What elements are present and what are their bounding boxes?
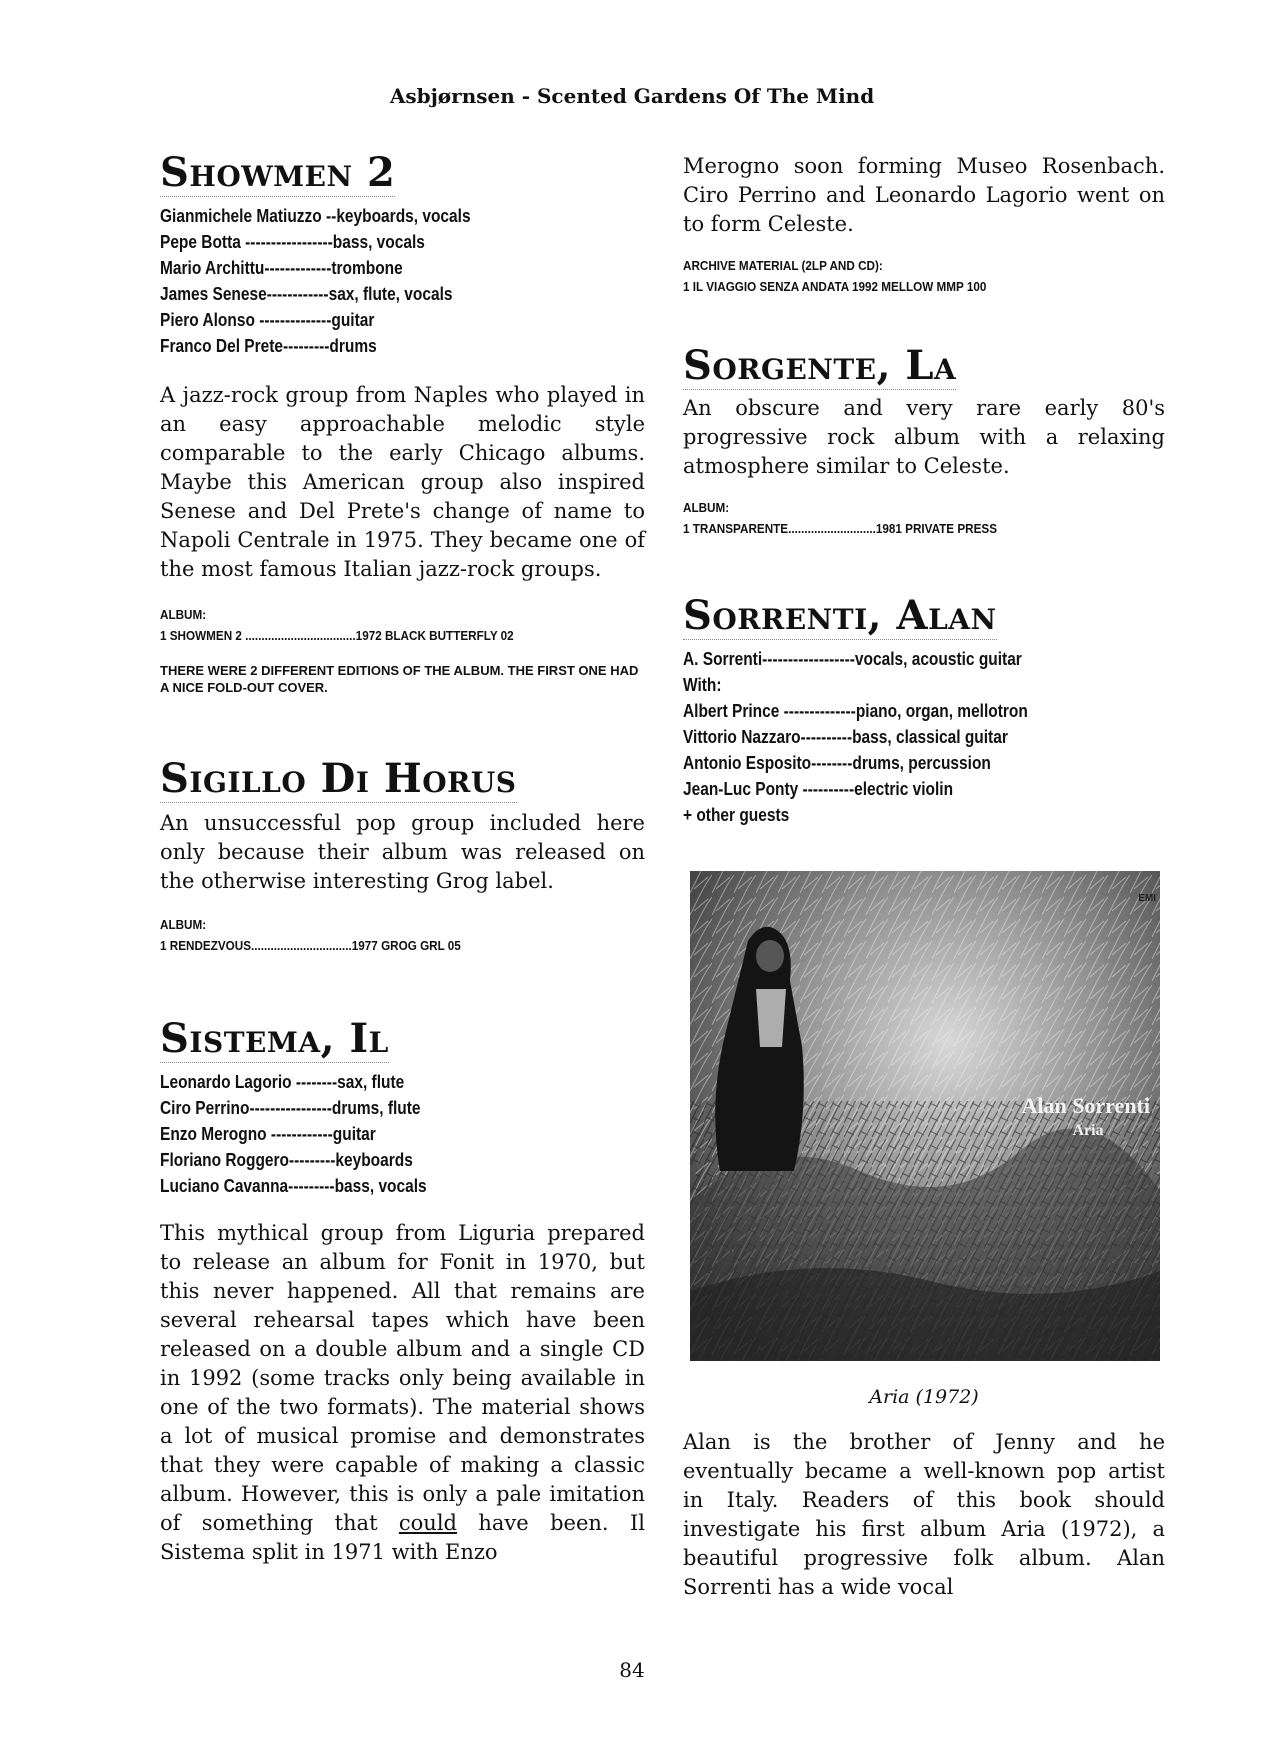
entry-sorrenti-alan [683, 592, 1165, 828]
lineup-item: Ciro Perrino----------------drums, flute [160, 1098, 421, 1118]
entry-sigillo-di-horus [160, 755, 645, 954]
caption-text: Aria (1972) [869, 1386, 979, 1408]
running-title: Asbjørnsen - Scented Gardens Of The Mind [389, 84, 875, 108]
lineup-item: Albert Prince --------------piano, organ, mellotron [683, 701, 1028, 721]
lineup-item: Luciano Cavanna---------bass, vocals [160, 1176, 427, 1196]
entry-title: Showmen 2 [160, 149, 396, 196]
lineup-item: A. Sorrenti------------------vocals, acoustic guitar [683, 649, 1022, 669]
page-number: 84 [619, 1658, 645, 1682]
description-text: have been. Il Sistema split in 1971 with Enzo [160, 1511, 645, 1564]
album-note: THERE WERE 2 DIFFERENT EDITIONS OF THE ALBUM. THE FIRST ONE HAD A NICE FOLD-OUT COVER. [160, 663, 639, 695]
entry-description: An unsuccessful pop group included here only because their album was released on the otherwise interesting Grog label. [160, 811, 645, 893]
right-column [683, 152, 1165, 828]
entry-title: Sorgente, La [683, 342, 957, 389]
lineup-list [160, 1069, 577, 1199]
description-text: This mythical group from Liguria prepared to release an album for Fonit in 1970, but this never happened. All that remains are several rehearsal tapes which have been released on a double album and a single CD in 1992 (some tracks only being available in one of the two formats). The material shows a lot of musical promise and demonstrates that they were capable of making a classic album. However, this is only a pale imitation of something that [160, 1221, 645, 1535]
lineup-item: Piero Alonso --------------guitar [160, 310, 375, 330]
album-heading: ALBUM: [683, 500, 730, 515]
album-line: 1 SHOWMEN 2 ..................................1972 BLACK BUTTERFLY 02 [160, 628, 514, 643]
lineup-list [683, 646, 1098, 828]
cover-album-title: Aria [1072, 1122, 1104, 1139]
entry-description: Alan is the brother of Jenny and he eventually became a well-known pop artist in Italy. Readers of this book should investigate his first album Aria (1972), a beautiful progressive folk album. Alan Sorrenti has a wide vocal [683, 1430, 1165, 1599]
album-line: 1 RENDEZVOUS...............................1977 GROG GRL 05 [160, 938, 461, 953]
lineup-list [160, 203, 577, 359]
lineup-item: + other guests [683, 805, 790, 825]
entry-description [160, 1219, 645, 1567]
entry-sorgente-la [683, 342, 1165, 537]
entry-title: Sistema, Il [160, 1015, 389, 1062]
entry-description: An obscure and very rare early 80's progressive rock album with a relaxing atmosphere similar to Celeste. [683, 396, 1165, 478]
lineup-item: Gianmichele Matiuzzo --keyboards, vocals [160, 206, 471, 226]
entry-sistema-il [160, 1015, 645, 1567]
entry-title: Sigillo Di Horus [160, 755, 517, 802]
lineup-item: Enzo Merogno ------------guitar [160, 1124, 376, 1144]
lineup-item: Floriano Roggero---------keyboards [160, 1150, 413, 1170]
album-line: 1 IL VIAGGIO SENZA ANDATA 1992 MELLOW MMP 100 [683, 279, 987, 294]
lineup-item: Vittorio Nazzaro----------bass, classical guitar [683, 727, 1008, 747]
emphasized-word: could [398, 1511, 457, 1535]
lineup-item: With: [683, 675, 722, 695]
entry-sorrenti-description [683, 1428, 1165, 1602]
cover-caption [683, 1386, 1165, 1408]
album-heading: ALBUM: [160, 607, 207, 622]
lineup-item: Pepe Botta -----------------bass, vocals [160, 232, 425, 252]
entry-showmen [160, 149, 645, 696]
album-cover-image [690, 871, 1160, 1361]
lineup-item: James Senese------------sax, flute, vocals [160, 284, 453, 304]
entry-description: A jazz-rock group from Naples who played in an easy approachable melodic style comparable to the early Chicago albums. Maybe this American group also inspired Senese and Del Prete's change of name to Napoli Centrale in 1975. They became one of the most famous Italian jazz-rock groups. [160, 383, 645, 581]
lineup-item: Antonio Esposito--------drums, percussion [683, 753, 991, 773]
entry-description: Merogno soon forming Museo Rosenbach. Ciro Perrino and Leonardo Lagorio went on to form Celeste. [683, 154, 1165, 236]
album-heading: ARCHIVE MATERIAL (2LP AND CD): [683, 258, 883, 273]
album-line: 1 TRANSPARENTE...........................1981 PRIVATE PRESS [683, 521, 998, 536]
album-heading: ALBUM: [160, 917, 207, 932]
left-column [160, 149, 645, 1567]
lineup-item: Leonardo Lagorio --------sax, flute [160, 1072, 405, 1092]
record-label-logo: EMI [1138, 893, 1156, 904]
lineup-item: Mario Archittu-------------trombone [160, 258, 403, 278]
cover-artist-name: Alan Sorrenti [1021, 1093, 1150, 1118]
lineup-item: Franco Del Prete---------drums [160, 336, 377, 356]
entry-sistema-continued [683, 152, 1165, 295]
entry-title: Sorrenti, Alan [683, 592, 997, 639]
lineup-item: Jean-Luc Ponty ----------electric violin [683, 779, 954, 799]
